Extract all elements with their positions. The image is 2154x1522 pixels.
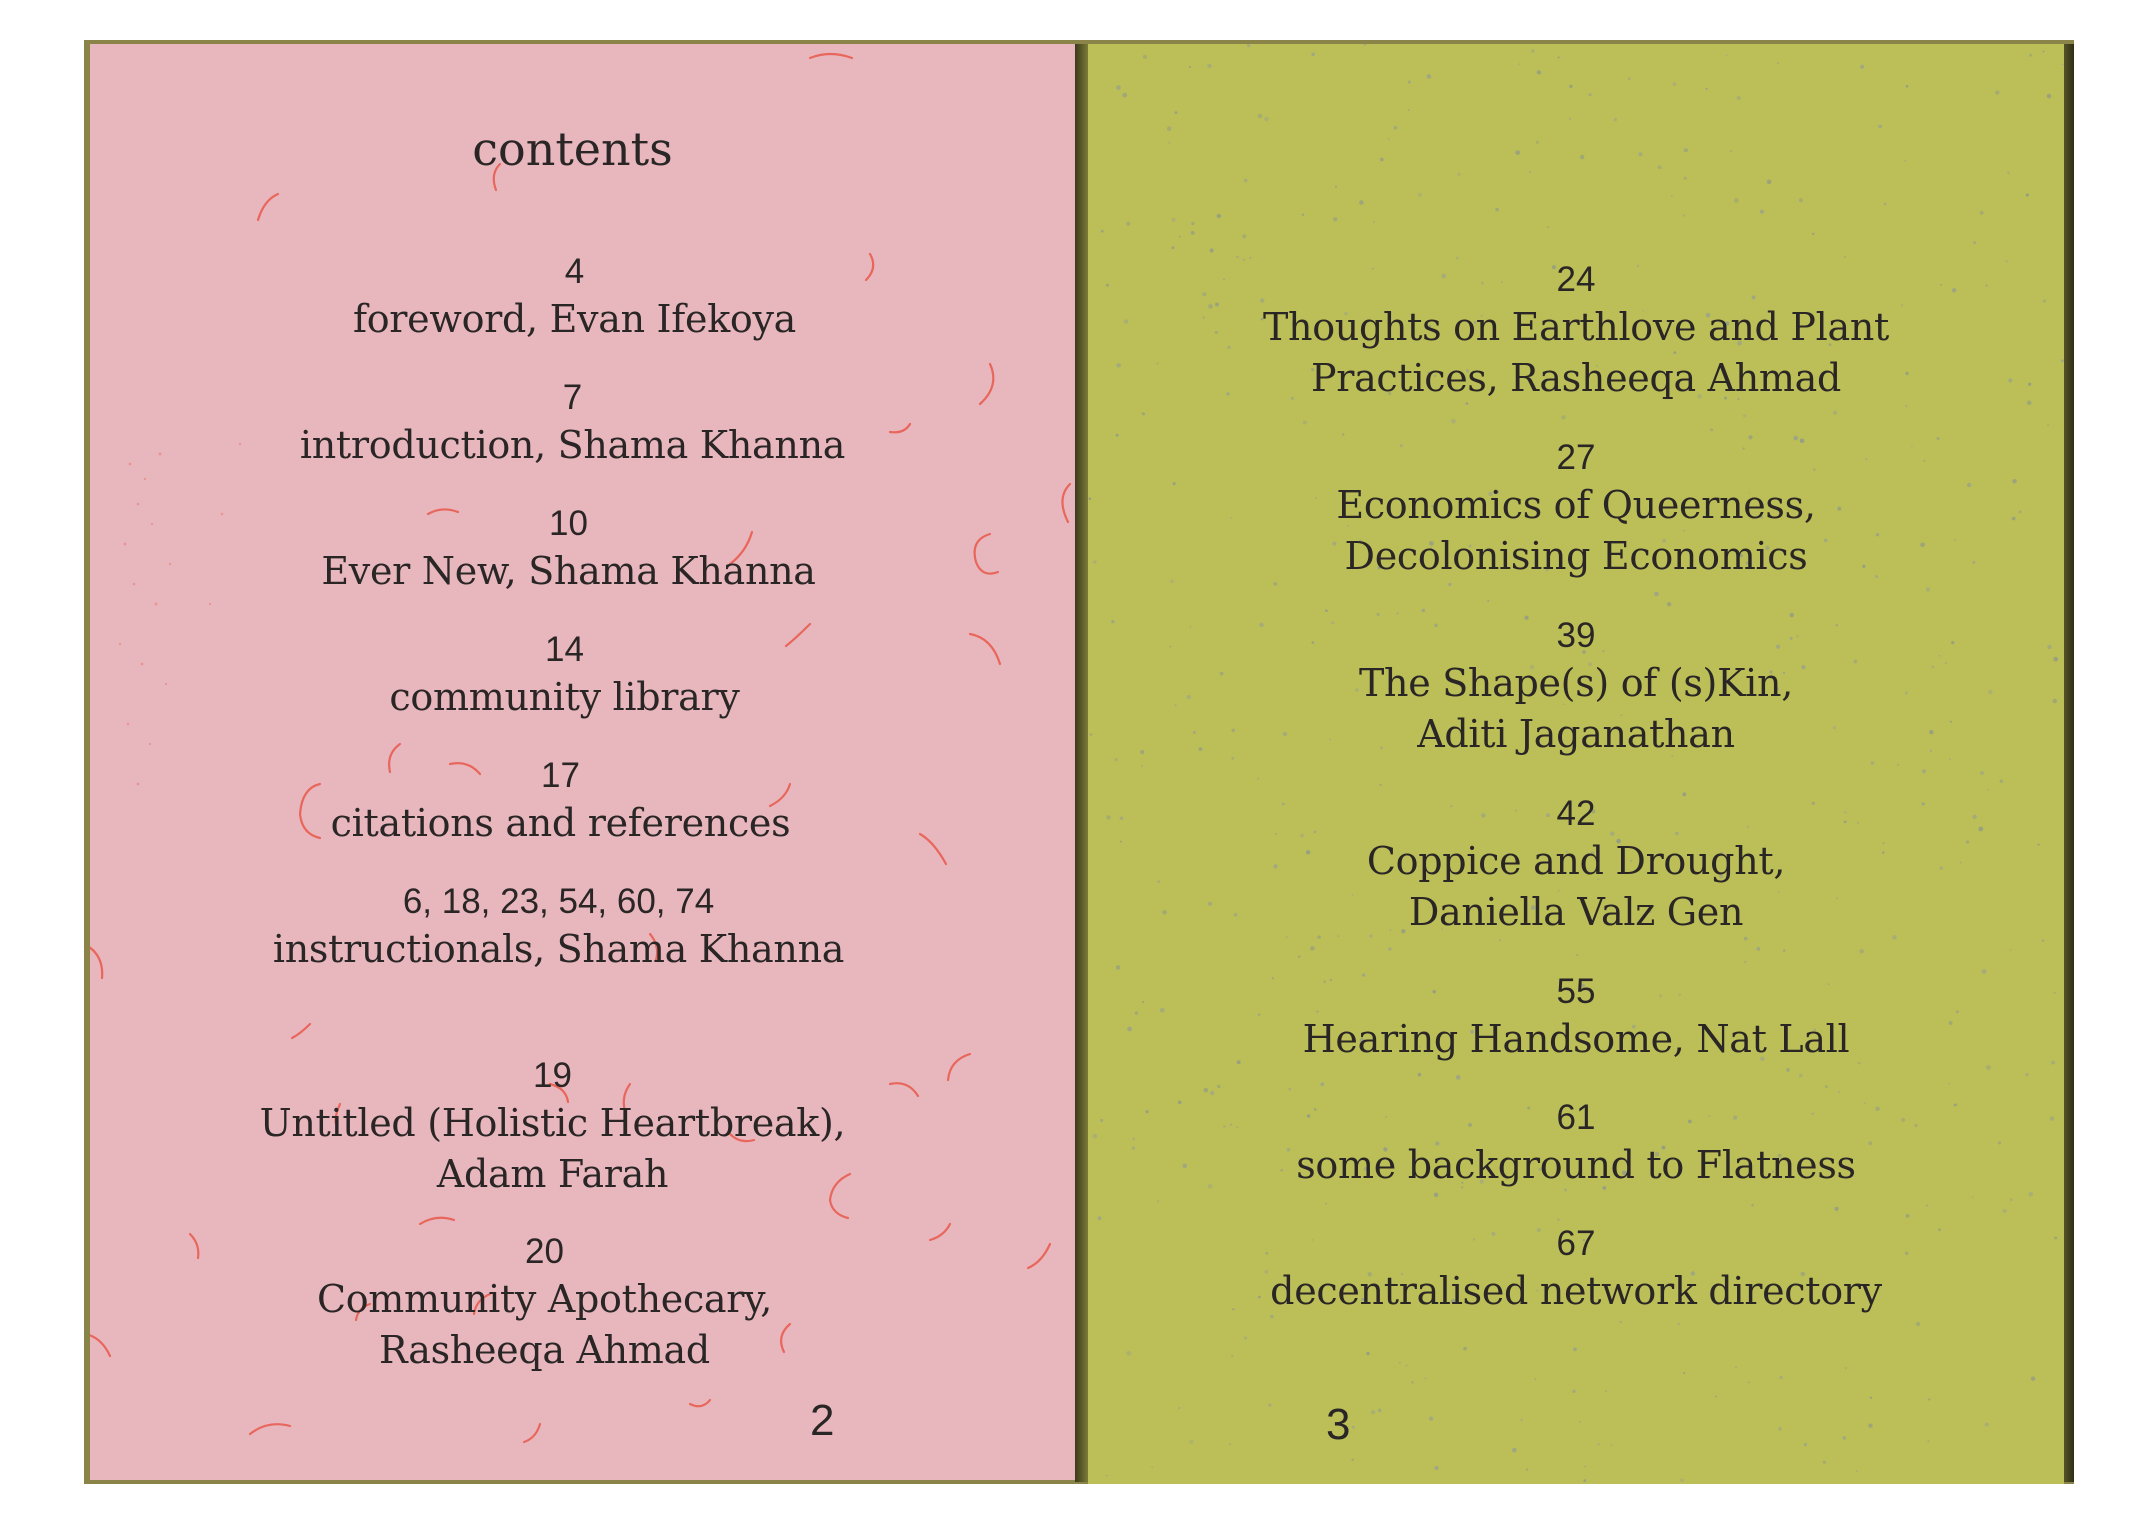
toc-title: Ever New, Shama Khanna (321, 549, 816, 593)
toc-title: some background to Flatness (1296, 1143, 1856, 1187)
toc-entry (90, 376, 1065, 471)
toc-entry (90, 628, 1057, 723)
toc-title: Rasheeqa Ahmad (379, 1328, 710, 1372)
toc-entry (90, 880, 1051, 975)
toc-page-number: 19 (533, 1056, 572, 1095)
page-stack-edge (2064, 44, 2074, 1482)
toc-page-number: 20 (525, 1232, 564, 1271)
contents-heading: contents (472, 122, 673, 176)
toc-title: Daniella Valz Gen (1408, 890, 1744, 934)
toc-title: Practices, Rasheeqa Ahmad (1310, 356, 1842, 400)
toc-title: Coppice and Drought, (1366, 839, 1786, 883)
toc-entry (1088, 436, 2064, 582)
toc-entry (90, 1230, 1037, 1376)
toc-title: Economics of Queerness, (1336, 483, 1816, 527)
toc-page-number: 6, 18, 23, 54, 60, 74 (402, 882, 715, 921)
toc-title: Adam Farah (436, 1152, 669, 1196)
toc-page-number: 61 (1556, 1098, 1596, 1137)
toc-page-number: 42 (1556, 794, 1596, 833)
toc-page-number: 55 (1556, 972, 1596, 1011)
toc-entry (1088, 614, 2064, 760)
toc-entry (1088, 1222, 2064, 1317)
right-page (1088, 44, 2064, 1484)
toc-page-number: 24 (1556, 260, 1596, 299)
toc-title: The Shape(s) of (s)Kin, (1359, 661, 1793, 705)
toc-title: Untitled (Holistic Heartbreak), (259, 1101, 846, 1145)
toc-title: Community Apothecary, (316, 1277, 773, 1321)
toc-page-number: 14 (545, 630, 584, 669)
page-number-right: 3 (1326, 1400, 1351, 1449)
toc-page-number: 27 (1556, 438, 1596, 477)
left-page (90, 44, 1075, 1480)
toc-title: instructionals, Shama Khanna (272, 927, 845, 971)
toc-page-number: 39 (1556, 616, 1596, 655)
toc-entry (1088, 1096, 2064, 1191)
toc-title: decentralised network directory (1270, 1269, 1882, 1313)
toc-title: Decolonising Economics (1344, 534, 1808, 578)
toc-page-number: 10 (549, 504, 588, 543)
toc-page-number: 67 (1556, 1224, 1596, 1263)
toc-page-number: 4 (564, 252, 585, 291)
toc-title: Thoughts on Earthlove and Plant (1263, 305, 1889, 349)
toc-title: community library (389, 675, 740, 719)
toc-entry (90, 1054, 1045, 1200)
toc-entry (1088, 258, 2064, 404)
toc-title: Aditi Jaganathan (1417, 712, 1735, 756)
toc-title: citations and references (330, 801, 791, 845)
toc-title: Hearing Handsome, Nat Lall (1302, 1017, 1850, 1061)
book-gutter (1075, 44, 1088, 1482)
toc-entry (90, 754, 1053, 849)
toc-entry (90, 502, 1061, 597)
page-number-left: 2 (810, 1396, 835, 1445)
toc-page-number: 17 (541, 756, 580, 795)
toc-entry (1088, 792, 2064, 938)
toc-entry (1088, 970, 2064, 1065)
toc-entry (90, 250, 1067, 345)
toc-page-number: 7 (562, 378, 583, 417)
toc-title: foreword, Evan Ifekoya (352, 297, 797, 341)
toc-title: introduction, Shama Khanna (299, 423, 846, 467)
